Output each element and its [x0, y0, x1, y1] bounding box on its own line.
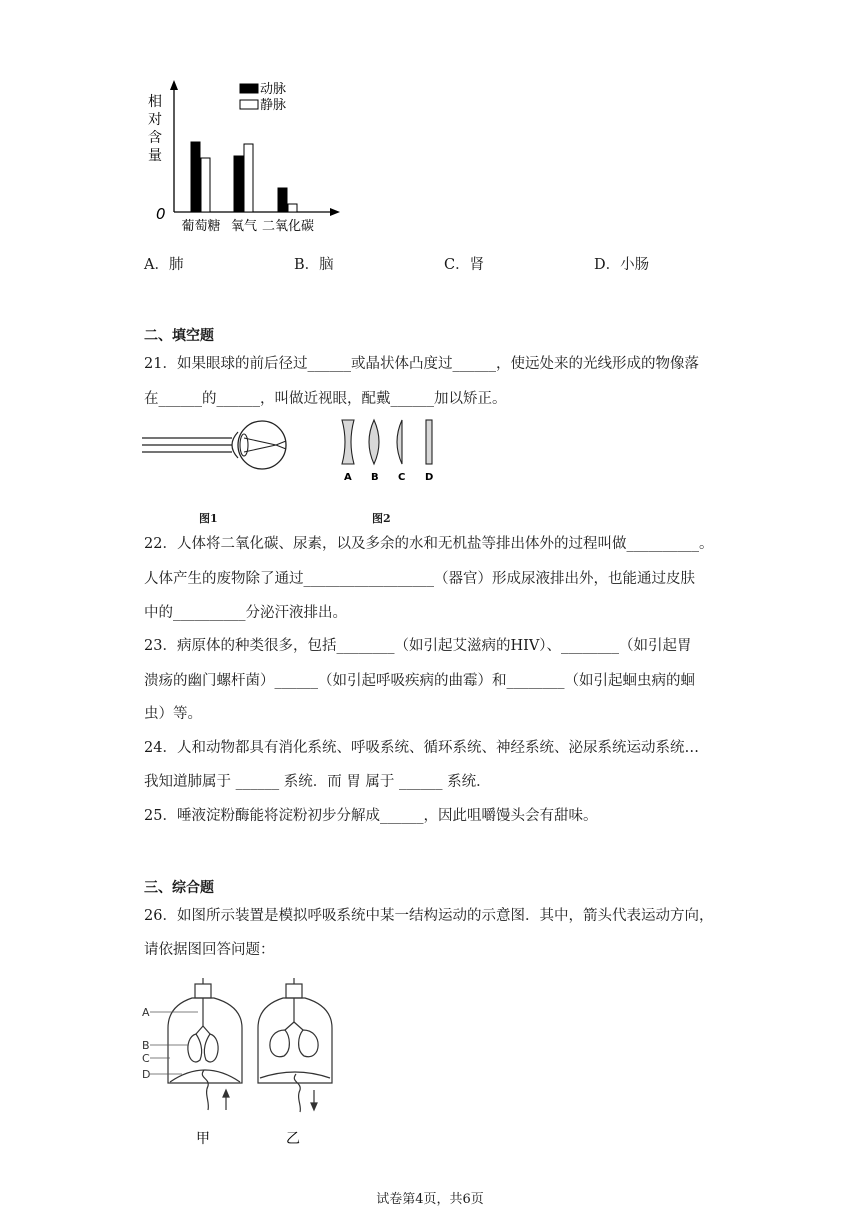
q26-line2: 请依据图回答问题： [144, 942, 275, 958]
lens-diagram [334, 414, 444, 486]
q23-line1: 23．病原体的种类很多，包括________（如引起艾滋病的HIV）、________（如引起胃 [144, 638, 692, 654]
q22-line3: 中的__________分泌汗液排出。 [144, 605, 347, 621]
q24-line2: 我知道肺属于 ______ 系统．而 胃 属于 ______ 系统． [144, 774, 491, 790]
lens-d-flat [426, 420, 432, 464]
bar-artery-0 [191, 142, 200, 212]
option-d: D．小肠 [594, 257, 650, 273]
q23-line2: 溃疡的幽门螺杆菌）______（如引起呼吸疾病的曲霉）和________（如引起蛔虫病的蛔 [144, 673, 695, 689]
lens-a-concave [342, 420, 354, 464]
y-axis-label-char: 对 [148, 112, 162, 128]
lens-b-convex [369, 420, 379, 464]
q26-line1: 26．如图所示装置是模拟呼吸系统中某一结构运动的示意图．其中，箭头代表运动方向， [144, 908, 714, 924]
device-labels [142, 1006, 150, 1081]
option-c: C．肾 [444, 257, 485, 273]
legend-swatch-artery [240, 84, 258, 93]
legend-swatch-vein [240, 100, 258, 109]
bar-vein-0 [201, 158, 210, 212]
chart-y-label [148, 93, 162, 164]
bar-vein-1 [244, 144, 253, 212]
breathing-model-diagram [138, 978, 338, 1150]
page-footer: 试卷第4页，共6页 [376, 1192, 484, 1207]
x-tick-label: 氧气 [230, 219, 258, 234]
device-label-a: A [142, 1006, 150, 1019]
chart-legend [240, 81, 286, 113]
x-tick-label: 二氧化碳 [261, 219, 315, 234]
eye-diagram [140, 418, 310, 478]
y-axis-label-char: 含 [148, 130, 162, 146]
blood-content-chart [140, 78, 350, 238]
device-label-c: C [142, 1052, 150, 1065]
x-axis-arrow [330, 208, 340, 216]
legend-label-artery: 动脉 [260, 82, 287, 97]
q21-line2: 在______的______，叫做近视眼，配戴______加以矫正。 [144, 391, 507, 407]
section-title-fill-in: 二、填空题 [144, 328, 214, 344]
option-a: A．肺 [144, 257, 184, 273]
option-b: B．脑 [294, 257, 334, 273]
device-jia [168, 978, 242, 1110]
q25-line1: 25．唾液淀粉酶能将淀粉初步分解成______，因此咀嚼馒头会有甜味。 [144, 808, 598, 824]
q24-line1: 24．人和动物都具有消化系统、呼吸系统、循环系统、神经系统、泌尿系统运动系统… [144, 740, 699, 756]
lens-label-d: D [425, 472, 434, 483]
q22-line1: 22．人体将二氧化碳、尿素，以及多余的水和无机盐等排出体外的过程叫做__________。 [144, 536, 714, 552]
device-yi [258, 978, 332, 1112]
lens-c-plano [397, 420, 402, 464]
device-label-d: D [142, 1068, 151, 1081]
y-axis-label-char: 量 [148, 148, 162, 164]
q21-line1: 21．如果眼球的前后径过______或晶状体凸度过______，使远处来的光线形成的物像落 [144, 356, 699, 372]
q22-line2: 人体产生的废物除了通过__________________（器官）形成尿液排出外，也能通过皮肤 [144, 571, 695, 587]
bar-artery-2 [278, 188, 287, 212]
legend-label-vein: 静脉 [260, 98, 287, 113]
lens-label-a: A [344, 472, 352, 483]
bar-vein-2 [288, 204, 297, 212]
fig2-caption: 图2 [372, 512, 391, 525]
lens-label-c: C [398, 472, 406, 483]
device-label-b: B [142, 1039, 150, 1052]
y-axis-label-char: 相 [148, 94, 162, 110]
origin-label: 0 [156, 205, 166, 223]
y-axis-arrow [170, 80, 178, 90]
label-jia: 甲 [196, 1131, 210, 1147]
bar-artery-1 [234, 156, 243, 212]
x-tick-label: 葡萄糖 [181, 219, 221, 234]
q23-line3: 虫）等。 [144, 706, 202, 722]
lens-label-b: B [371, 472, 379, 483]
label-yi: 乙 [286, 1131, 300, 1147]
section-title-comprehensive: 三、综合题 [144, 880, 214, 896]
fig1-caption: 图1 [199, 512, 218, 525]
